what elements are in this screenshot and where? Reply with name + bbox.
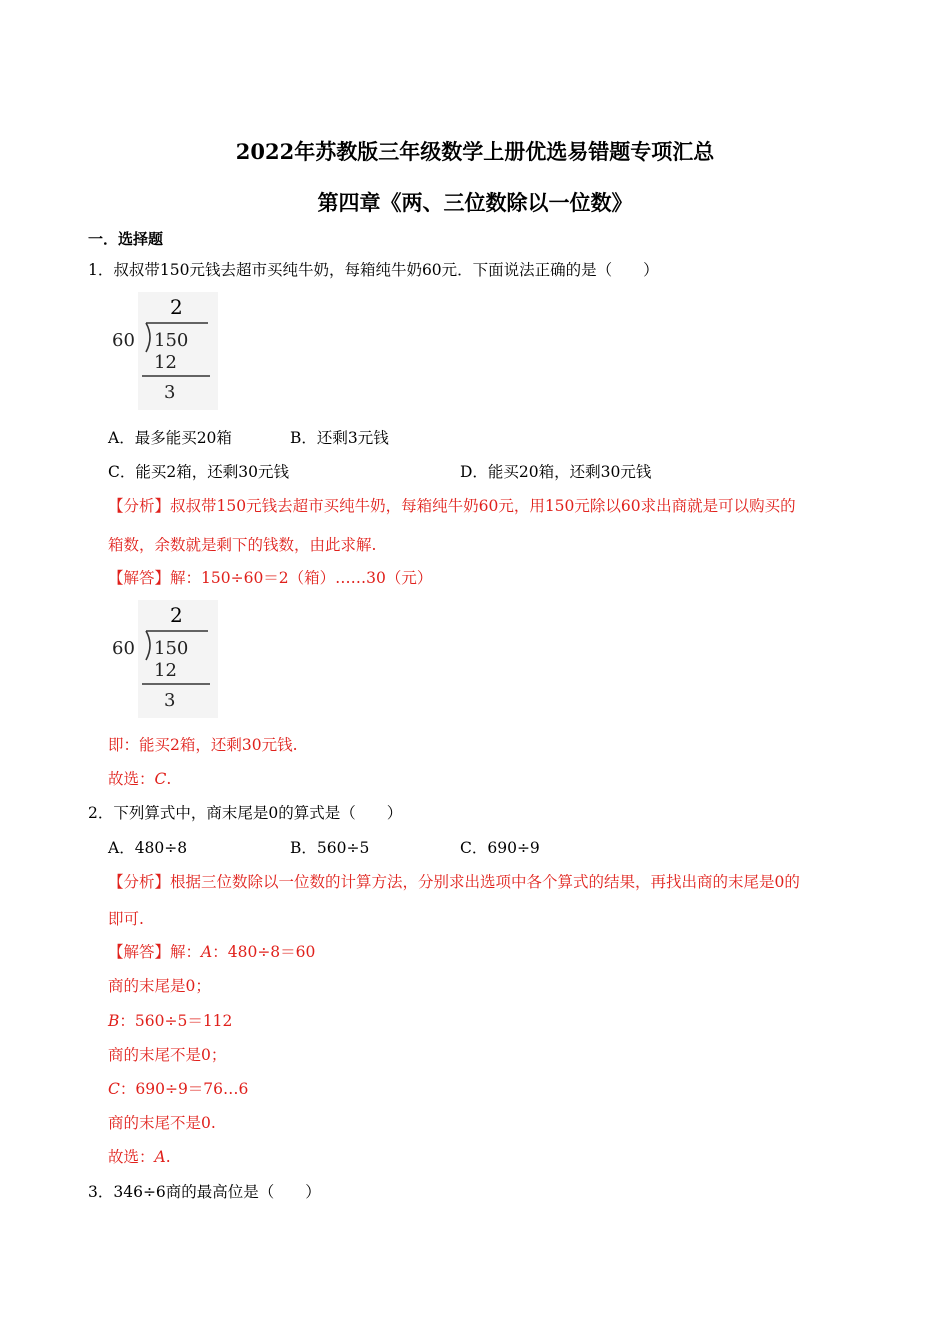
analysis-tag: 【分析】: [108, 873, 171, 891]
division-remainder: 3: [164, 382, 176, 403]
section-heading: 一．选择题: [88, 230, 164, 248]
document-title: 2022年苏教版三年级数学上册优选易错题专项汇总: [235, 139, 715, 164]
answer-text: 解：150÷60＝2（箱）……30（元）: [170, 569, 433, 587]
q2-answer: [108, 942, 315, 962]
q1-option-d: D．能买20箱，还剩30元钱: [460, 463, 652, 481]
answer-tag: 【解答】: [108, 569, 171, 587]
q1-answer: [108, 568, 432, 588]
choice-letter: C: [154, 770, 167, 788]
q2-analysis: [108, 872, 800, 892]
q2-analysis-cont: 即可.: [108, 910, 144, 928]
division-dividend: 150: [154, 330, 189, 351]
q2-note-c: 商的末尾不是0.: [108, 1114, 216, 1132]
analysis-text: 叔叔带150元钱去超市买纯牛奶，每箱纯牛奶60元，用150元除以60求出商就是可以购买的: [170, 497, 796, 515]
q1-analysis-cont: 箱数，余数就是剩下的钱数，由此求解.: [108, 536, 377, 554]
choice-prefix: 故选：: [108, 770, 155, 788]
q2-answer-c: [108, 1079, 248, 1099]
chapter-title: 第四章《两、三位数除以一位数》: [317, 190, 633, 215]
answer-expr-a: ：480÷8＝60: [212, 943, 316, 961]
q1-conclusion: 即：能买2箱，还剩30元钱.: [108, 736, 298, 754]
q2-stem: 2．下列算式中，商末尾是0的算式是（ ）: [88, 804, 403, 822]
q1-option-a: A．最多能买20箱: [108, 429, 232, 447]
q1-option-c: C．能买2箱，还剩30元钱: [108, 463, 289, 481]
division-remainder: 3: [164, 690, 176, 711]
choice-prefix: 故选：: [108, 1148, 155, 1166]
option-letter-b: B: [108, 1012, 120, 1030]
option-letter-c: C: [108, 1080, 120, 1098]
answer-expr-c: ：690÷9＝76…6: [119, 1080, 249, 1098]
analysis-tag: 【分析】: [108, 497, 171, 515]
option-letter-a: A: [201, 943, 213, 961]
division-quotient: 2: [170, 603, 183, 627]
division-dividend: 150: [154, 638, 189, 659]
q2-answer-b: [108, 1011, 232, 1031]
division-quotient: 2: [170, 295, 183, 319]
q2-choice: [108, 1147, 171, 1167]
answer-prefix: 解：: [170, 943, 202, 961]
q3-stem: 3．346÷6商的最高位是（ ）: [88, 1183, 321, 1201]
division-divisor: 60: [112, 330, 135, 351]
q2-option-b: B．560÷5: [290, 839, 370, 857]
division-product: 12: [154, 352, 177, 373]
division-product: 12: [154, 660, 177, 681]
choice-letter: A: [154, 1148, 166, 1166]
q1-choice: [108, 769, 171, 789]
q1-analysis: [108, 496, 796, 516]
q1-answer-division-figure: [108, 600, 218, 718]
q2-option-c: C．690÷9: [460, 839, 540, 857]
answer-expr-b: ：560÷5＝112: [119, 1012, 233, 1030]
q2-note-b: 商的末尾不是0；: [108, 1046, 227, 1064]
q1-stem: 1．叔叔带150元钱去超市买纯牛奶，每箱纯牛奶60元．下面说法正确的是（ ）: [88, 261, 659, 279]
analysis-text: 根据三位数除以一位数的计算方法，分别求出选项中各个算式的结果，再找出商的末尾是0的: [170, 873, 800, 891]
answer-tag: 【解答】: [108, 943, 171, 961]
q2-note-a: 商的末尾是0；: [108, 977, 211, 995]
q2-option-a: A．480÷8: [108, 839, 188, 857]
q1-option-b: B．还剩3元钱: [290, 429, 389, 447]
choice-end: .: [166, 770, 172, 788]
choice-end: .: [165, 1148, 171, 1166]
division-divisor: 60: [112, 638, 135, 659]
q1-long-division-figure: [108, 292, 218, 410]
